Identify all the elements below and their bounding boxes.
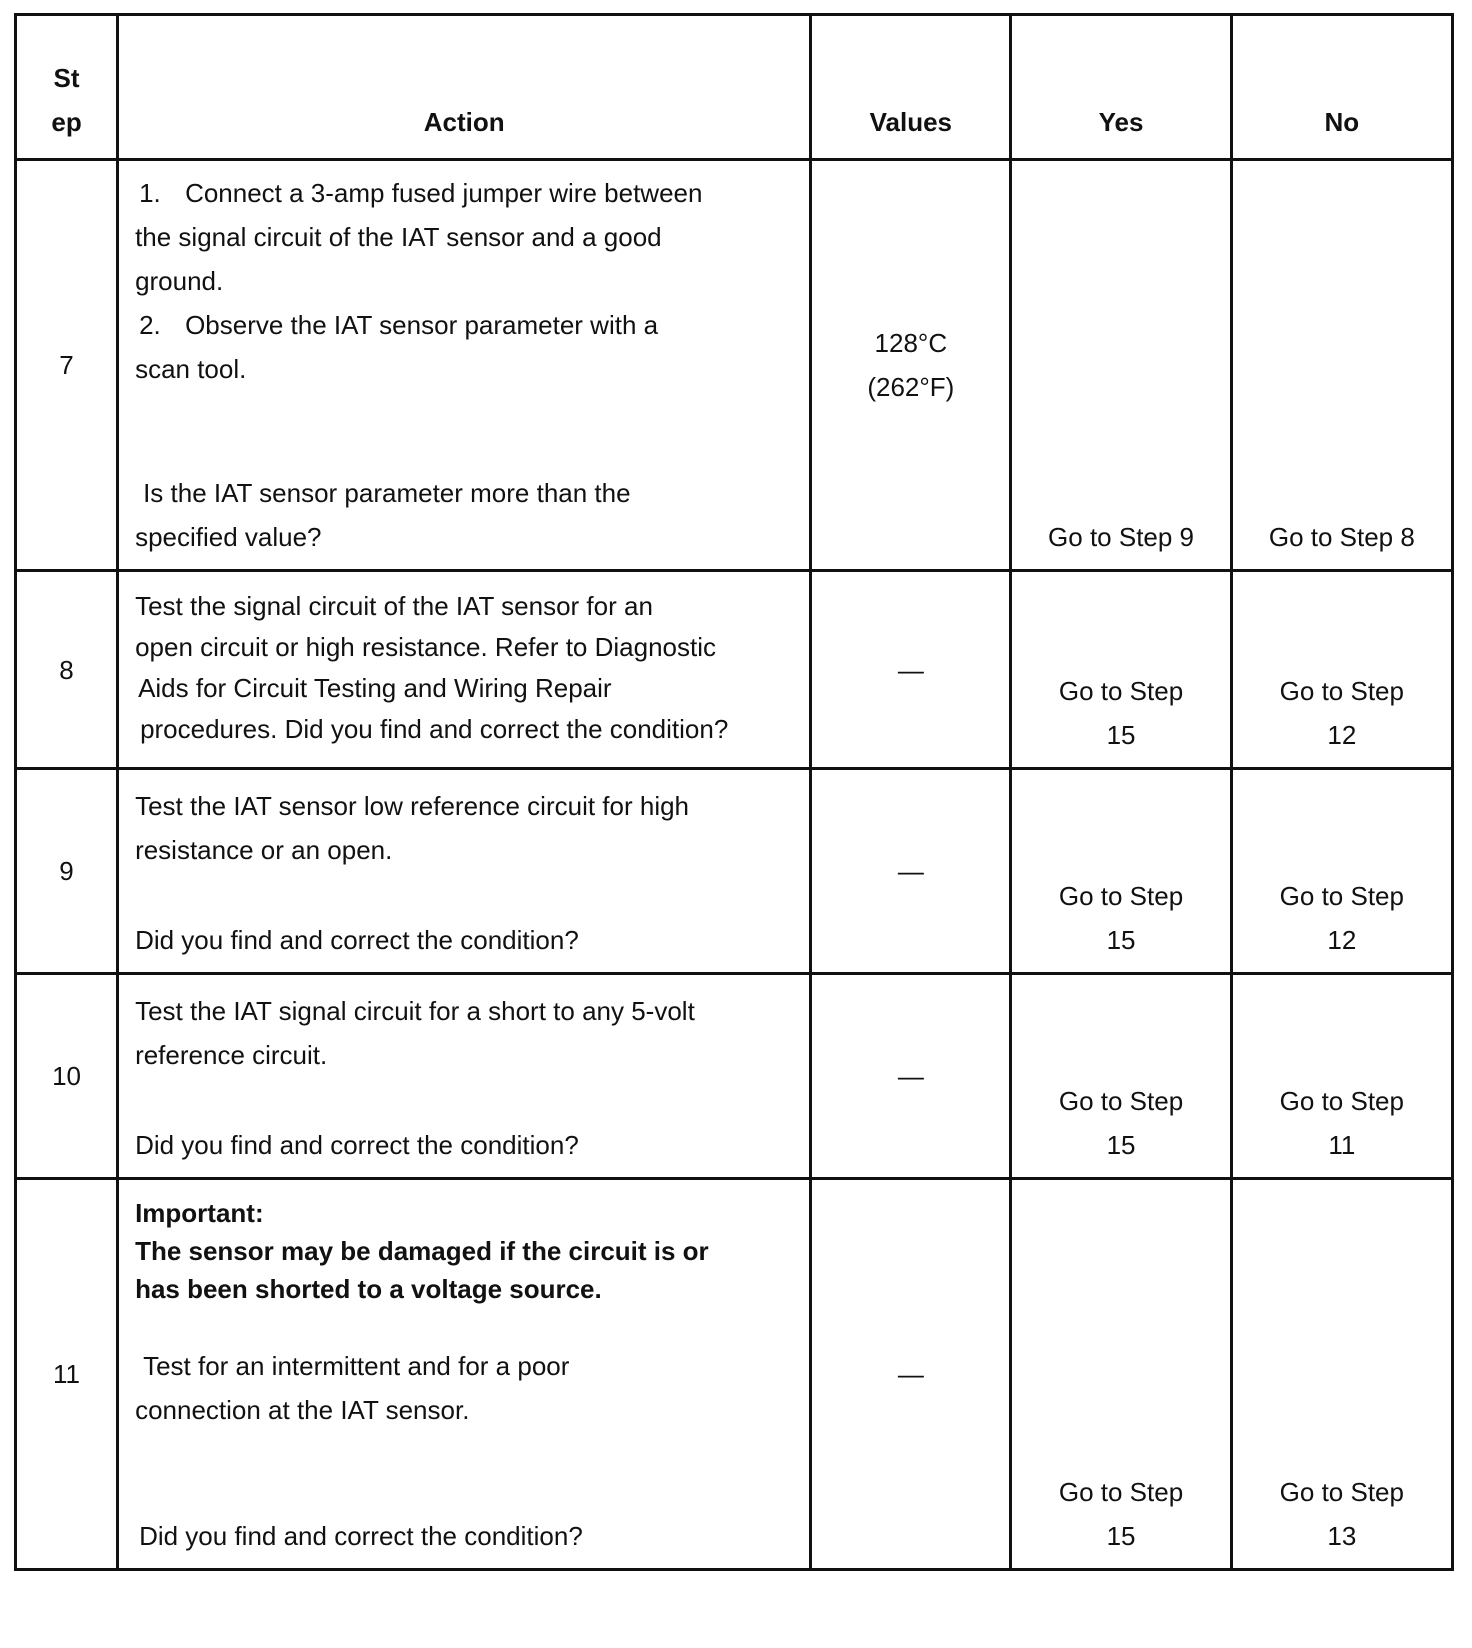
spacer [135, 872, 793, 918]
action-text: connection at the IAT sensor. [135, 1395, 470, 1425]
value-dash: — [897, 856, 924, 886]
yes-goto-link: Go to Step [1058, 676, 1184, 706]
yes-goto-link: Go to Step [1058, 1086, 1184, 1116]
action-text: Test the signal circuit of the IAT sensor for an [135, 591, 653, 621]
table-row [16, 1179, 1453, 1570]
list-number: 1. [139, 178, 161, 208]
action-text: scan tool. [135, 354, 247, 384]
table-row [16, 571, 1453, 769]
values-cell [811, 769, 1011, 974]
important-label: Important: [135, 1198, 264, 1228]
action-text: Test for an intermittent and for a poor [143, 1351, 570, 1381]
question-text: Is the IAT sensor parameter more than the [143, 478, 631, 508]
action-cell [118, 769, 811, 974]
step-number: 9 [16, 769, 118, 974]
yes-goto-link: Go to Step 9 [1048, 522, 1195, 552]
action-text: Observe the IAT sensor parameter with a [185, 310, 659, 340]
action-text: ground. [135, 266, 224, 296]
action-list-item [135, 303, 793, 347]
no-goto-link: Go to Step [1279, 881, 1404, 911]
values-cell [811, 160, 1011, 571]
action-text: the signal circuit of the IAT sensor and a good [135, 222, 662, 252]
values-cell [811, 1179, 1011, 1570]
action-cell [118, 1179, 811, 1570]
action-cell [118, 160, 811, 571]
action-text: procedures. Did you find and correct the condition? [140, 714, 729, 744]
header-step-line-1: St [53, 63, 80, 93]
step-number: 8 [16, 571, 118, 769]
value-dash: — [897, 654, 924, 685]
yes-cell [1011, 160, 1231, 571]
step-number: 11 [16, 1179, 118, 1570]
yes-step-number: 15 [1106, 720, 1136, 750]
value-dash: — [897, 1061, 924, 1091]
yes-cell [1011, 974, 1231, 1179]
values-cell [811, 974, 1011, 1179]
no-cell [1231, 974, 1452, 1179]
no-cell [1231, 1179, 1452, 1570]
value-dash: — [897, 1359, 924, 1389]
spacer [135, 1077, 793, 1123]
list-number: 2. [139, 310, 161, 340]
action-text: Aids for Circuit Testing and Wiring Repair [138, 673, 612, 703]
spacer [135, 391, 793, 471]
step-number: 7 [16, 160, 118, 571]
no-goto-link: Go to Step [1279, 1086, 1404, 1116]
action-cell [118, 571, 811, 769]
table-row [16, 974, 1453, 1179]
header-no: No [1231, 15, 1452, 160]
no-step-number: 12 [1327, 720, 1357, 750]
header-values: Values [811, 15, 1011, 160]
no-cell [1231, 160, 1452, 571]
action-text: reference circuit. [135, 1040, 328, 1070]
no-step-number: 13 [1327, 1521, 1357, 1551]
no-cell [1231, 571, 1452, 769]
no-step-number: 11 [1328, 1130, 1356, 1160]
diagnostic-table [14, 13, 1454, 1571]
header-step [16, 15, 118, 160]
table-row [16, 769, 1453, 974]
action-text: Test the IAT sensor low reference circuit for high [135, 791, 690, 821]
yes-cell [1011, 769, 1231, 974]
table-header-row [16, 15, 1453, 160]
no-step-number: 12 [1327, 925, 1357, 955]
yes-step-number: 15 [1106, 1521, 1136, 1551]
diagnostic-document [14, 13, 1454, 1571]
action-text: Connect a 3-amp fused jumper wire between [185, 178, 703, 208]
question-text: Did you find and correct the condition? [135, 925, 579, 955]
question-text: specified value? [135, 522, 322, 552]
spacer [135, 1308, 793, 1344]
action-text: open circuit or high resistance. Refer to Diagnostic [135, 632, 717, 662]
value-celsius: 128°C [874, 328, 948, 358]
important-text: has been shorted to a voltage source. [135, 1274, 602, 1304]
header-step-line-2: ep [51, 107, 82, 137]
no-goto-link: Go to Step [1279, 1477, 1404, 1507]
yes-cell [1011, 1179, 1231, 1570]
question-text: Did you find and correct the condition? [139, 1521, 583, 1551]
yes-step-number: 15 [1106, 1130, 1136, 1160]
value-fahrenheit: (262°F) [867, 372, 955, 402]
table-row [16, 160, 1453, 571]
yes-cell [1011, 571, 1231, 769]
action-text: resistance or an open. [135, 835, 393, 865]
spacer [135, 1432, 793, 1514]
yes-goto-link: Go to Step [1058, 1477, 1184, 1507]
values-cell [811, 571, 1011, 769]
question-text: Did you find and correct the condition? [135, 1130, 579, 1160]
action-cell [118, 974, 811, 1179]
no-cell [1231, 769, 1452, 974]
no-goto-link: Go to Step 8 [1268, 522, 1415, 552]
no-goto-link: Go to Step [1279, 676, 1404, 706]
header-yes: Yes [1011, 15, 1231, 160]
action-list-item [135, 171, 793, 215]
yes-step-number: 15 [1106, 925, 1136, 955]
header-action: Action [118, 15, 811, 160]
important-text: The sensor may be damaged if the circuit is or [135, 1236, 709, 1266]
yes-goto-link: Go to Step [1058, 881, 1184, 911]
step-number: 10 [16, 974, 118, 1179]
action-text: Test the IAT signal circuit for a short to any 5-volt [135, 996, 695, 1026]
